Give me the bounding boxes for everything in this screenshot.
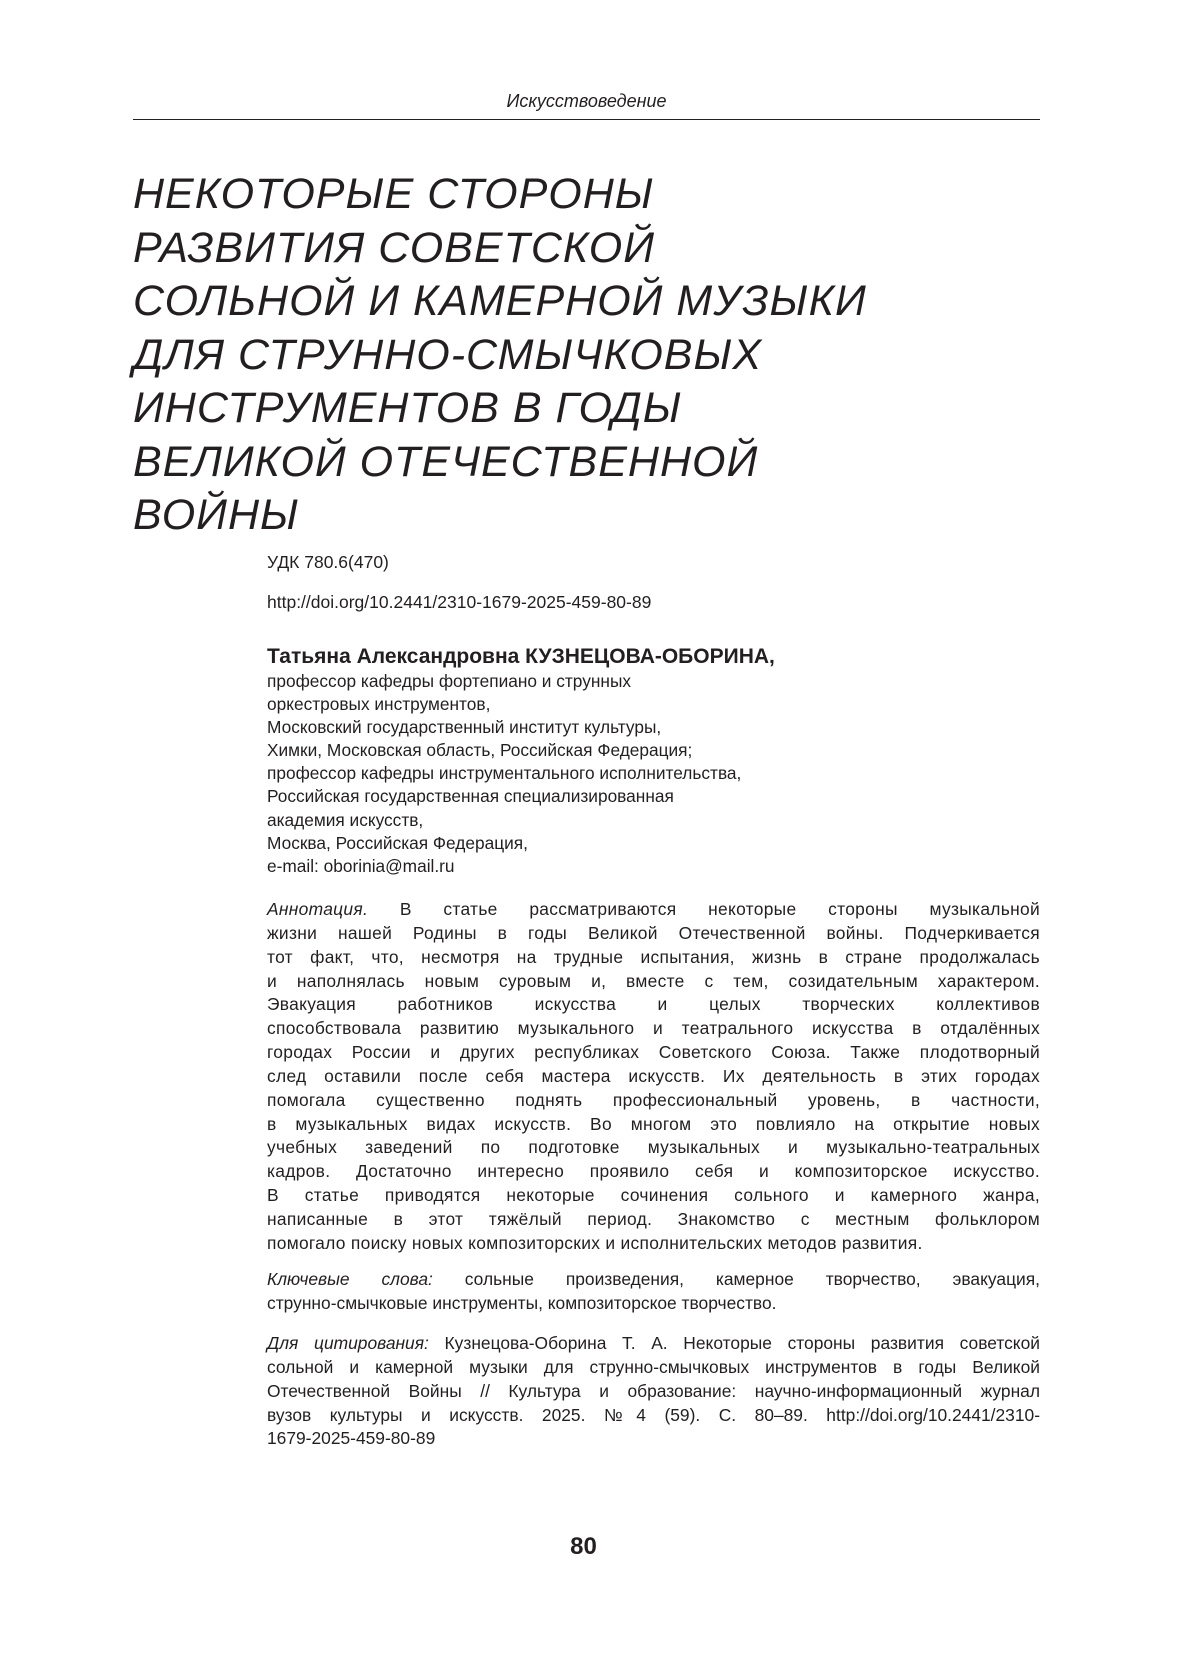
abstract-line: городах России и других республиках Советского Союза. Также плодотворный bbox=[267, 1042, 1040, 1063]
abstract-line: Эвакуация работников искусства и целых творческих коллективов bbox=[267, 994, 1040, 1015]
citation-first-line: Кузнецова-Оборина Т. А. Некоторые стороны развития советской bbox=[444, 1333, 1040, 1353]
abstract bbox=[267, 898, 1040, 1256]
doi-link[interactable]: http://doi.org/10.2441/2310-1679-2025-459-80-89 bbox=[267, 592, 652, 612]
abstract-line: и наполнялась новым суровым и, вместе с тем, созидательным характером. bbox=[267, 970, 1040, 991]
affiliation-line: профессор кафедры фортепиано и струнных bbox=[267, 671, 632, 691]
abstract-line: помогала существенно поднять профессиональный уровень, в частности, bbox=[267, 1089, 1040, 1110]
abstract-label: Аннотация. bbox=[267, 899, 369, 919]
citation-line: 1679-2025-459-80-89 bbox=[267, 1428, 436, 1449]
citation-line: сольной и камерной музыки для струнно-смычковых инструментов в годы Великой bbox=[267, 1356, 1040, 1377]
affiliation-line: профессор кафедры инструментального исполнительства, bbox=[267, 763, 742, 784]
title-line: ИНСТРУМЕНТОВ В ГОДЫ bbox=[133, 384, 682, 432]
abstract-line bbox=[267, 898, 1040, 922]
keywords bbox=[267, 1268, 1040, 1316]
title-line: НЕКОТОРЫЕ СТОРОНЫ bbox=[133, 170, 654, 218]
article-title bbox=[133, 168, 1013, 543]
abstract-line: жизни нашей Родины в годы Великой Отечественной войны. Подчеркивается bbox=[267, 922, 1040, 943]
keywords-line: струнно-смычковые инструменты, композиторское творчество. bbox=[267, 1292, 777, 1313]
keywords-first-line: сольные произведения, камерное творчество, эвакуация, bbox=[464, 1269, 1041, 1289]
affiliation-line: Москва, Российская Федерация, bbox=[267, 832, 528, 853]
abstract-line: В статье приводятся некоторые сочинения сольного и камерного жанра, bbox=[267, 1185, 1040, 1206]
keywords-line bbox=[267, 1268, 1040, 1292]
title-line: ВОЙНЫ bbox=[133, 491, 300, 539]
title-line: ВЕЛИКОЙ ОТЕЧЕСТВЕННОЙ bbox=[133, 437, 759, 486]
citation-line: вузов культуры и искусств. 2025. №4 (59). С. 80–89. http://doi.org/10.2441/2310- bbox=[267, 1404, 1040, 1425]
abstract-line: кадров. Достаточно интересно проявило себя и композиторское искусство. bbox=[267, 1161, 1040, 1182]
affiliation-line: Химки, Московская область, Российская Федерация; bbox=[267, 740, 693, 761]
citation-line bbox=[267, 1332, 1040, 1356]
author-affiliation bbox=[267, 670, 1040, 878]
affiliation-line: академия искусств, bbox=[267, 809, 424, 830]
page-number: 80 bbox=[570, 1533, 597, 1560]
abstract-line: в музыкальных видах искусств. Во многом это повлияло на открытие новых bbox=[267, 1113, 1040, 1134]
abstract-line: учебных заведений по подготовке музыкальных и музыкально-театральных bbox=[267, 1137, 1040, 1158]
abstract-line: написанные в этот тяжёлый период. Знакомство с местным фольклором bbox=[267, 1208, 1040, 1229]
citation-label: Для цитирования: bbox=[267, 1333, 429, 1353]
abstract-line: способствовала развитию музыкального и театрального искусства в отдалённых bbox=[267, 1018, 1040, 1039]
abstract-line: тот факт, что, несмотря на трудные испытания, жизнь в стране продолжалась bbox=[267, 946, 1040, 967]
abstract-line: помогало поиску новых композиторских и исполнительских методов развития. bbox=[267, 1232, 923, 1253]
affiliation-line: оркестровых инструментов, bbox=[267, 694, 491, 715]
title-line: ДЛЯ СТРУННО-СМЫЧКОВЫХ bbox=[133, 330, 763, 379]
abstract-line: след оставили после себя мастера искусств. Их деятельность в этих городах bbox=[267, 1065, 1040, 1086]
running-header: Искусствоведение bbox=[506, 91, 667, 111]
keywords-label: Ключевые слова: bbox=[267, 1269, 433, 1289]
header-divider bbox=[133, 119, 1040, 120]
abstract-first-line: В статье рассматриваются некоторые стороны музыкальной bbox=[399, 899, 1040, 919]
affiliation-line: Российская государственная специализированная bbox=[267, 786, 674, 807]
affiliation-line: Московский государственный институт культуры, bbox=[267, 717, 662, 738]
citation-line: Отечественной Войны // Культура и образование: научно-информационный журнал bbox=[267, 1380, 1040, 1401]
title-line: РАЗВИТИЯ СОВЕТСКОЙ bbox=[133, 223, 655, 272]
author-email[interactable]: e-mail: oborinia@mail.ru bbox=[267, 855, 455, 876]
author-name: Татьяна Александровна КУЗНЕЦОВА-ОБОРИНА, bbox=[267, 645, 775, 668]
udk-code: УДК 780.6(470) bbox=[267, 552, 389, 572]
citation bbox=[267, 1332, 1040, 1451]
title-line: СОЛЬНОЙ И КАМЕРНОЙ МУЗЫКИ bbox=[133, 277, 867, 325]
